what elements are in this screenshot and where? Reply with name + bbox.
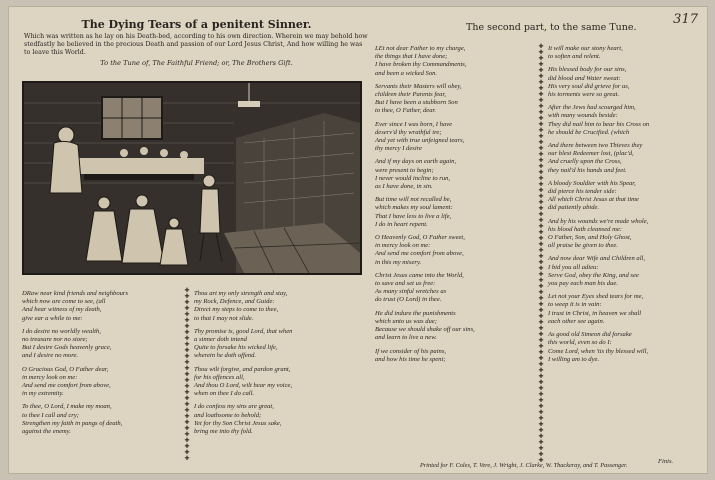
verse-line: in my extremity. [22, 390, 64, 398]
verse-stanza [194, 366, 359, 399]
verse-column-3 [375, 45, 535, 369]
ballad-header [24, 18, 369, 67]
verse-line: O Heavenly God, O Father sweet, [375, 234, 465, 242]
verse-line: did patiently abide. [548, 204, 600, 212]
verse-line: for his offences all, [194, 373, 245, 381]
verse-stanza [194, 403, 359, 436]
verse-line: And cruelly upon the Cross, [548, 158, 622, 166]
page-number: 317 [673, 12, 698, 27]
verse-line: no treasure nor no store; [22, 336, 88, 344]
verse-line: with many wounds beside: [548, 112, 618, 120]
verse-stanza [548, 66, 703, 99]
verse-line: in mercy look on me: [22, 373, 78, 381]
verse-line: Thy promise is, good Lord, that when [194, 327, 293, 335]
verse-stanza [548, 255, 703, 288]
finis-mark: Finis. [658, 458, 674, 465]
verse-line: Yet for thy Son Christ Jesus sake, [194, 419, 282, 427]
verse-line: And bear witness of my death, [22, 306, 102, 314]
verse-line: As good old Simeon did forsake [548, 331, 632, 339]
verse-column-4 [548, 45, 703, 369]
verse-line: Ever since I was born, I have [375, 120, 453, 128]
tune-line: To the Tune of, The Faithful Friend; or, The Brothers Gift. [100, 59, 293, 67]
verse-stanza [194, 290, 359, 323]
verse-line: That I have less to live a life, [375, 212, 452, 220]
verse-line: O Father, Son, and Holy Ghost, [548, 234, 632, 242]
verse-line: Strengthen my faith in pangs of death, [22, 419, 123, 427]
verse-line: Let not your Eyes shed tears for me, [548, 293, 644, 301]
verse-line: And thou O Lord, wilt hear my voice, [194, 382, 293, 390]
verse-line: when on thee I do call. [194, 390, 255, 398]
verse-stanza [375, 158, 535, 191]
verse-line: And yet with true unfeigned tears, [375, 137, 465, 145]
verse-line: his blood hath cleansed me: [548, 225, 622, 233]
verse-line: LEt not dear Father to my charge, [375, 45, 466, 52]
verse-line: I do in heart repent. [375, 220, 428, 228]
verse-stanza [375, 121, 535, 154]
verse-line: Quite to forsake his wicked life, [194, 344, 278, 352]
verse-line: Christ Jesus came into the World, [375, 271, 464, 279]
verse-line: in this my misery. [375, 258, 422, 266]
verse-stanza [22, 328, 182, 361]
verse-line: to save and set us free: [375, 280, 436, 288]
verse-stanza [548, 104, 703, 137]
verse-line: And by his wounds we're made whole, [548, 217, 649, 225]
verse-line: But I have been a stubborn Son [375, 99, 458, 107]
verse-stanza [375, 348, 535, 364]
verse-line: But time will not recalled be, [375, 196, 452, 204]
second-part-title: The second part, to the same Tune. [466, 22, 637, 33]
verse-line: and I desire no more. [22, 352, 79, 360]
column-divider: ✚ ✚ ✚ ✚ ✚ ✚ ✚ ✚ ✚ ✚ ✚ ✚ ✚ ✚ ✚ ✚ ✚ ✚ ✚ ✚ ✚ ✚ ✚ ✚ ✚ ✚ ✚ ✚ ✚ [184, 287, 190, 462]
verse-line: and loathsome to behold; [194, 411, 262, 419]
verse-line: After the Jews had scourged him, [548, 104, 636, 112]
verse-line: DRaw near kind friends and neighbours [22, 290, 129, 297]
verse-stanza [375, 83, 535, 116]
verse-stanza [375, 234, 535, 267]
verse-line: our blest Redeemer lost, (plac'd, [548, 150, 634, 158]
verse-line: I bid you all adieu: [548, 263, 599, 271]
imprint-line: Printed for F. Coles, T. Vere, J. Wright, J. Clarke, W. Thackeray, and T. Passenger. [420, 462, 628, 469]
verse-line: As many sinful wretches as [375, 288, 447, 296]
verse-line: he should be Crucified. (which [548, 128, 630, 136]
verse-line: to soften and relent. [548, 53, 601, 61]
verse-line: thy mercy I desire [375, 145, 422, 153]
verse-line: Thou art my only strength and stay, [194, 290, 288, 297]
verse-line: Servants their Masters will obey, [375, 82, 462, 90]
verse-stanza [22, 290, 182, 323]
verse-line: Come Lord, when 'tis thy blessed will, [548, 347, 649, 355]
verse-line: To thee, O Lord, I make my moan, [22, 403, 112, 411]
verse-line: Serve God, obey the King, and see [548, 271, 639, 279]
verse-line: and been a wicked Son. [375, 69, 438, 77]
verse-line: I willing am to dye. [548, 355, 600, 363]
verse-line: to that I may not slide. [194, 314, 254, 322]
verse-line: were present to begin; [375, 166, 434, 174]
verse-line: all praise be given to thee. [548, 242, 618, 250]
verse-line: in mercy look on me: [375, 242, 431, 250]
verse-line: wherein he doth offend. [194, 352, 257, 360]
verse-stanza [375, 310, 535, 343]
verse-line: And now dear Wife and Children all, [548, 255, 646, 263]
verse-line: and how his time he spent; [375, 355, 446, 363]
verse-stanza [22, 403, 182, 436]
verse-line: do trust (O Lord) in thee. [375, 296, 442, 304]
ballad-title: The Dying Tears of a penitent Sinner. [81, 18, 312, 31]
verse-column-1 [22, 290, 182, 441]
verse-line: His blessed body for our sins, [548, 66, 627, 74]
verse-line: the things that I have done; [375, 53, 448, 61]
verse-stanza [22, 366, 182, 399]
woodcut-illustration [22, 81, 362, 275]
verse-line: did blood and Water sweat: [548, 74, 621, 82]
verse-line: It will make our stony heart, [548, 45, 623, 52]
verse-line: they nail'd his hands and feet. [548, 166, 627, 174]
verse-line: And if my days on earth again, [375, 158, 457, 166]
verse-line: his torments were so great. [548, 91, 620, 99]
verse-line: children their Parents fear, [375, 91, 446, 99]
verse-line: Thou wilt forgive, and pardon grant, [194, 365, 291, 373]
verse-stanza [375, 272, 535, 305]
verse-stanza [548, 142, 703, 175]
verse-line: to thee I call and cry; [22, 411, 79, 419]
verse-stanza [548, 45, 703, 61]
verse-line: I do desire no worldly wealth, [22, 327, 101, 335]
verse-line: And send me comfort from above, [375, 250, 464, 258]
verse-line: which now are come to see, (all [22, 298, 106, 306]
verse-line: and learn to live a new. [375, 334, 437, 342]
verse-stanza [375, 196, 535, 229]
verse-line: deserv'd thy wrathful ire; [375, 128, 442, 136]
verse-line: as I have done, in sin. [375, 183, 433, 191]
verse-line: you pay each man his due. [548, 280, 618, 288]
verse-line: I do confess my sins are great, [194, 403, 274, 411]
verse-line: If we consider of his pains, [375, 347, 447, 355]
verse-column-2 [194, 290, 359, 441]
verse-line: His very soul did grieve for us, [548, 82, 630, 90]
verse-line: a sinner doth intend [194, 336, 247, 344]
verse-stanza [548, 180, 703, 213]
verse-line: to thee, O Father, dear. [375, 107, 436, 115]
verse-line: against the enemy. [22, 428, 71, 436]
verse-line: And there between two Thieves they [548, 142, 643, 150]
verse-line: He did indure the punishments [375, 309, 456, 317]
verse-line: my Rock, Defence, and Guide: [194, 298, 275, 306]
verse-line: But I desire Gods heavenly grace, [22, 344, 112, 352]
verse-line: And send me comfort from above, [22, 382, 111, 390]
verse-line: which makes my soul lament: [375, 204, 453, 212]
verse-line: They did nail him to bear his Cross on [548, 120, 650, 128]
verse-stanza [375, 45, 535, 78]
verse-line: each other see again. [548, 317, 605, 325]
verse-line: I trust in Christ, in heaven we shall [548, 309, 642, 317]
verse-line: which unto us was due; [375, 317, 437, 325]
verse-line: give ear a while to me: [22, 314, 83, 322]
verse-line: All which Christ Jesus at that time [548, 196, 639, 204]
verse-line: Direct my steps to come to thee, [194, 306, 279, 314]
ballad-subtitle: Which was written as he lay on his Death-bed, according to his own direction. Wherein we may behold how stedfastly he believed in the precious Death and passion of our Lord Jesus Christ, And how willing he was to leave this World. [24, 33, 368, 56]
verse-stanza [548, 293, 703, 326]
verse-line: this world, even so do I: [548, 339, 612, 347]
verse-stanza [194, 328, 359, 361]
verse-stanza [548, 331, 703, 364]
verse-line: O Gracious God, O Father dear, [22, 365, 109, 373]
verse-line: I never would incline to run, [375, 174, 451, 182]
column-divider: ✚ ✚ ✚ ✚ ✚ ✚ ✚ ✚ ✚ ✚ ✚ ✚ ✚ ✚ ✚ ✚ ✚ ✚ ✚ ✚ ✚ ✚ ✚ ✚ ✚ ✚ ✚ ✚ ✚ ✚ ✚ ✚ ✚ ✚ ✚ ✚ ✚ ✚ ✚ ✚ ✚ ✚ ✚ ✚ ✚ ✚ ✚ ✚ ✚ ✚ ✚ ✚ ✚ ✚ ✚ ✚ ✚ ✚ ✚ ✚ ✚ ✚ ✚ ✚ ✚ ✚ ✚ ✚ ✚ ✚ [538, 43, 544, 464]
verse-line: to weep it is in vain: [548, 301, 602, 309]
verse-stanza [548, 218, 703, 251]
verse-line: A bloody Souldier with his Spear, [548, 179, 636, 187]
verse-line: bring me into thy fold. [194, 428, 253, 436]
broadside-sheet [8, 6, 708, 474]
verse-line: Because we should shake off our sins, [375, 326, 475, 334]
verse-line: did pierce his tender side: [548, 188, 617, 196]
verse-line: I have broken thy Commandments, [375, 61, 467, 69]
